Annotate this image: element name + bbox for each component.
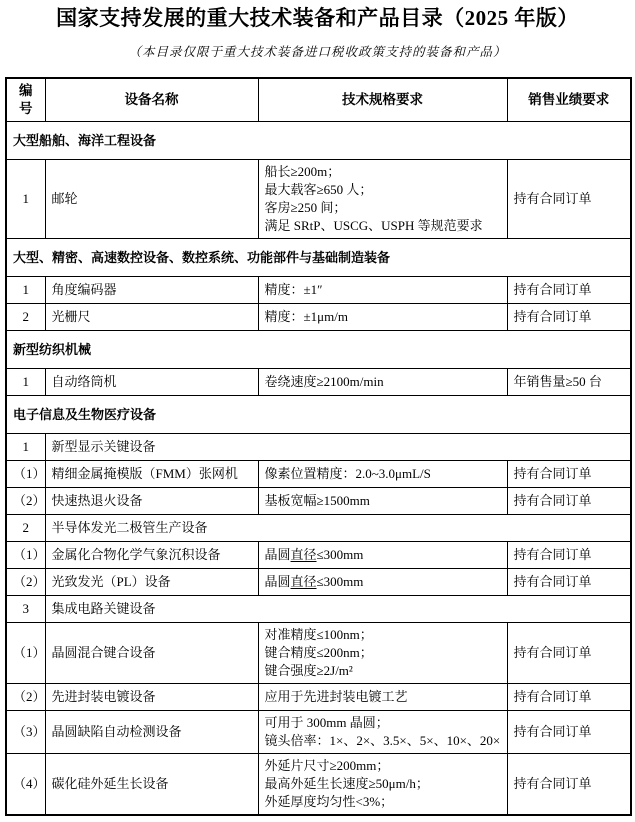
sales-cell: 持有合同订单	[507, 461, 631, 488]
row-number-cell: 2	[6, 304, 45, 331]
column-header-sales-requirement: 销售业绩要求	[507, 78, 631, 122]
spec-cell: 基板宽幅≥1500mm	[258, 488, 507, 515]
spec-cell: 精度：±1μm/m	[258, 304, 507, 331]
sales-cell: 持有合同订单	[507, 488, 631, 515]
spec-cell: 卷绕速度≥2100m/min	[258, 369, 507, 396]
equipment-name-cell: 角度编码器	[45, 277, 258, 304]
spec-cell: 精度：±1″	[258, 277, 507, 304]
row-number-cell: （1）	[6, 542, 45, 569]
table-row	[6, 369, 631, 396]
table-row	[6, 488, 631, 515]
equipment-name-cell: 光致发光（PL）设备	[45, 569, 258, 596]
equipment-name-cell: 光栅尺	[45, 304, 258, 331]
row-number-cell: （1）	[6, 461, 45, 488]
table-row	[6, 434, 631, 461]
underlined-spec-text: 直径	[290, 547, 317, 562]
equipment-name-cell: 自动络筒机	[45, 369, 258, 396]
spec-cell: 可用于 300mm 晶圆； 镜头倍率：1×、2×、3.5×、5×、10×、20×	[258, 711, 507, 754]
sales-cell: 持有合同订单	[507, 569, 631, 596]
row-number-cell: （3）	[6, 711, 45, 754]
row-number-cell: 1	[6, 369, 45, 396]
row-number-cell: （1）	[6, 623, 45, 684]
table-row	[6, 461, 631, 488]
catalog-table	[5, 77, 632, 816]
table-header-row	[6, 78, 631, 122]
spec-cell: 应用于先进封装电镀工艺	[258, 684, 507, 711]
underlined-spec-text: 直径	[290, 574, 317, 589]
table-row	[6, 711, 631, 754]
row-number-cell: 3	[6, 596, 45, 623]
table-row	[6, 569, 631, 596]
section-title: 大型、精密、高速数控设备、数控系统、功能部件与基础制造装备	[6, 239, 631, 277]
page-title: 国家支持发展的重大技术装备和产品目录（2025 年版）	[56, 6, 579, 30]
equipment-name-cell: 快速热退火设备	[45, 488, 258, 515]
equipment-name-cell: 碳化硅外延生长设备	[45, 754, 258, 816]
spec-cell: 晶圆直径≤300mm	[258, 542, 507, 569]
section-header-row	[6, 396, 631, 434]
row-number-cell: 2	[6, 515, 45, 542]
row-number-cell: （2）	[6, 569, 45, 596]
spec-cell: 晶圆直径≤300mm	[258, 569, 507, 596]
sales-cell: 持有合同订单	[507, 684, 631, 711]
column-header-technical-spec: 技术规格要求	[258, 78, 507, 122]
sales-cell: 持有合同订单	[507, 754, 631, 816]
equipment-name-cell: 先进封装电镀设备	[45, 684, 258, 711]
table-row	[6, 160, 631, 239]
section-header-row	[6, 122, 631, 160]
section-title: 大型船舶、海洋工程设备	[6, 122, 631, 160]
spec-cell: 船长≥200m； 最大载客≥650 人； 客房≥250 间； 满足 SRtP、USCG、USPH 等规范要求	[258, 160, 507, 239]
equipment-group-name-cell: 集成电路关键设备	[45, 596, 631, 623]
sales-cell: 持有合同订单	[507, 277, 631, 304]
equipment-name-cell: 金属化合物化学气象沉积设备	[45, 542, 258, 569]
row-number-cell: 1	[6, 160, 45, 239]
table-row	[6, 623, 631, 684]
row-number-cell: 1	[6, 277, 45, 304]
spec-cell: 外延片尺寸≥200mm； 最高外延生长速度≥50μm/h； 外延厚度均匀性<3%；	[258, 754, 507, 816]
equipment-name-cell: 精细金属掩模版（FMM）张网机	[45, 461, 258, 488]
table-row	[6, 515, 631, 542]
sales-cell: 持有合同订单	[507, 160, 631, 239]
row-number-cell: （2）	[6, 488, 45, 515]
column-header-number: 编号	[6, 78, 45, 122]
sales-cell: 持有合同订单	[507, 304, 631, 331]
page-subtitle: （本目录仅限于重大技术装备进口税收政策支持的装备和产品）	[128, 45, 507, 59]
equipment-name-cell: 晶圆混合键合设备	[45, 623, 258, 684]
section-title: 新型纺织机械	[6, 331, 631, 369]
sales-cell: 持有合同订单	[507, 623, 631, 684]
table-row	[6, 277, 631, 304]
equipment-group-name-cell: 新型显示关键设备	[45, 434, 631, 461]
row-number-cell: 1	[6, 434, 45, 461]
table-row	[6, 684, 631, 711]
section-header-row	[6, 331, 631, 369]
sales-cell: 年销售量≥50 台	[507, 369, 631, 396]
equipment-group-name-cell: 半导体发光二极管生产设备	[45, 515, 631, 542]
spec-cell: 像素位置精度：2.0~3.0μmL/S	[258, 461, 507, 488]
table-row	[6, 754, 631, 816]
row-number-cell: （4）	[6, 754, 45, 816]
sales-cell: 持有合同订单	[507, 711, 631, 754]
section-header-row	[6, 239, 631, 277]
spec-cell: 对准精度≤100nm； 键合精度≤200nm； 键合强度≥2J/m²	[258, 623, 507, 684]
section-title: 电子信息及生物医疗设备	[6, 396, 631, 434]
equipment-name-cell: 邮轮	[45, 160, 258, 239]
sales-cell: 持有合同订单	[507, 542, 631, 569]
equipment-name-cell: 晶圆缺陷自动检测设备	[45, 711, 258, 754]
row-number-cell: （2）	[6, 684, 45, 711]
catalog-table-body	[6, 122, 631, 816]
column-header-equipment-name: 设备名称	[45, 78, 258, 122]
table-row	[6, 596, 631, 623]
table-row	[6, 304, 631, 331]
table-row	[6, 542, 631, 569]
